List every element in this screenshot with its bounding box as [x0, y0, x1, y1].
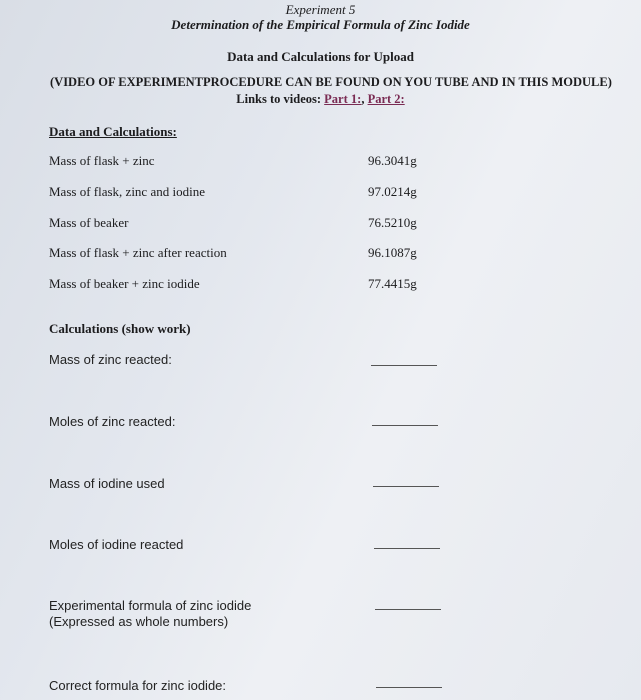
measurement-value: 97.0214g	[368, 184, 417, 199]
upload-heading: Data and Calculations for Upload	[227, 49, 414, 64]
answer-line-correct-formula[interactable]	[376, 687, 442, 688]
answer-line-mass-iodine[interactable]	[373, 486, 439, 487]
measurement-label: Mass of flask + zinc after reaction	[49, 245, 227, 260]
measurement-value: 96.1087g	[368, 245, 417, 260]
measurement-label: Mass of beaker + zinc iodide	[49, 276, 200, 291]
experiment-title: Determination of the Empirical Formula of Zinc Iodide	[171, 17, 470, 32]
link-separator: ,	[361, 92, 365, 106]
calc-label-experimental-formula: Experimental formula of zinc iodide	[49, 598, 252, 613]
calc-label-experimental-formula-note: (Expressed as whole numbers)	[49, 614, 229, 629]
answer-line-moles-iodine[interactable]	[374, 548, 440, 549]
data-section-heading: Data and Calculations:	[49, 124, 177, 139]
measurement-value: 76.5210g	[368, 215, 417, 230]
answer-line-mass-zinc[interactable]	[371, 365, 437, 366]
links-prefix: Links to videos:	[236, 92, 322, 106]
answer-line-moles-zinc[interactable]	[372, 425, 438, 426]
measurement-value: 96.3041g	[368, 153, 417, 168]
measurement-value: 77.4415g	[368, 276, 417, 291]
measurement-label: Mass of flask + zinc	[49, 153, 155, 168]
calc-label-mass-zinc: Mass of zinc reacted:	[49, 352, 172, 367]
calc-label-mass-iodine: Mass of iodine used	[49, 476, 165, 491]
calc-label-moles-iodine: Moles of iodine reacted	[49, 537, 184, 552]
calculations-heading: Calculations (show work)	[49, 321, 191, 336]
video-link-part-1[interactable]: Part 1:	[324, 92, 362, 106]
measurement-label: Mass of flask, zinc and iodine	[49, 184, 205, 199]
calc-label-moles-zinc: Moles of zinc reacted:	[49, 414, 176, 429]
video-links-line	[0, 92, 641, 107]
calc-label-correct-formula: Correct formula for zinc iodide:	[49, 678, 227, 693]
video-notice: (VIDEO OF EXPERIMENTPROCEDURE CAN BE FOUND ON YOU TUBE AND IN THIS MODULE)	[50, 75, 612, 89]
experiment-number: Experiment 5	[285, 2, 356, 17]
measurement-label: Mass of beaker	[49, 215, 129, 230]
answer-line-experimental-formula[interactable]	[375, 609, 441, 610]
video-link-part-2[interactable]: Part 2:	[367, 92, 405, 106]
